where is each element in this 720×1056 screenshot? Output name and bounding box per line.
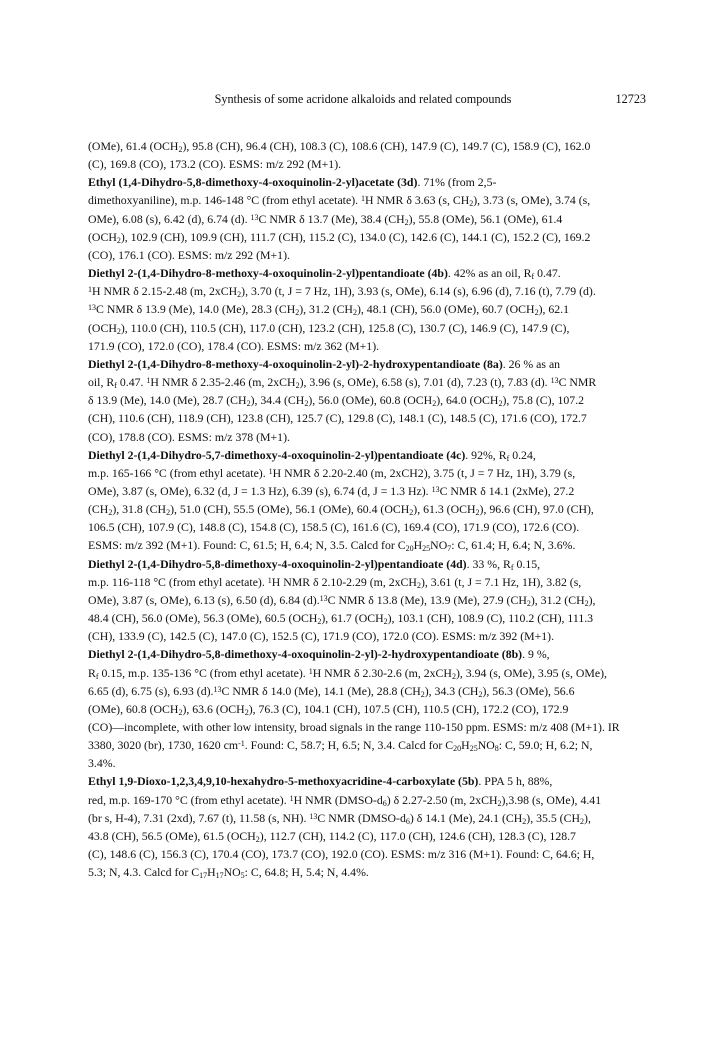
text-line: OMe), 6.08 (s), 6.42 (d), 6.74 (d). $^{13}$C NMR δ 13.7 (Me), 38.4 $(CH_2)$, 55.8 (OMe), 56.1 (OMe), 61.4 bbox=[88, 211, 563, 227]
text-line: (CO), 176.1 (CO). ESMS: m/z 292 (M+1). bbox=[88, 247, 290, 262]
text-line: $(OCH_2)$, 110.0 (CH), 110.5 (CH), 117.0 (CH), 123.2 (CH), 125.8 (C), 130.7 (C), 146.9 (C), 147.9 (C), bbox=[88, 320, 570, 336]
text-line: (OMe), 61.4 $(OCH_2)$, 95.8 (CH), 96.4 (CH), 108.3 (C), 108.6 (CH), 147.9 (C), 149.7 (C), 158.9 (C), 162.0 bbox=[88, 139, 591, 154]
compound-entry bbox=[88, 645, 648, 772]
text-line: OMe), 3.87 (s, OMe), 6.32 (d, J = 1.3 Hz), 6.39 (s), 6.74 (d, J = 1.3 Hz). $^{13}$C NMR δ 14.1 (2xMe), 27.2 bbox=[88, 483, 575, 498]
text-line: Diethyl 2-(1,4-Dihydro-8-methoxy-4-oxoquinolin-2-yl)-2-hydroxypentandioate (8a). 26 % as an bbox=[88, 356, 561, 371]
text-line: Diethyl 2-(1,4-Dihydro-5,7-dimethoxy-4-oxoquinolin-2-yl)pentandioate (4c). 92%, $R_f$ 0.24, bbox=[88, 447, 536, 463]
text-line: $^{13}$C NMR δ 13.9 (Me), 14.0 (Me), 28.3 $(CH_2)$, 31.2 $(CH_2)$, 48.1 (CH), 56.0 (OMe), 60.7 $(OCH_2)$, 62.1 bbox=[88, 302, 570, 318]
text-line: Diethyl 2-(1,4-Dihydro-5,8-dimethoxy-4-oxoquinolin-2-yl)pentandioate (4d). 33 %, $R_f$ 0.15, bbox=[88, 556, 541, 572]
compound-title: Diethyl 2-(1,4-Dihydro-5,8-dimethoxy-4-oxoquinolin-2-yl)pentandioate (4d) bbox=[88, 556, 467, 571]
text-line: (CO), 178.8 (CO). ESMS: m/z 378 (M+1). bbox=[88, 429, 290, 444]
compound-entry bbox=[88, 173, 648, 264]
text-line: red, m.p. 169-170 °C (from ethyl acetate). $^1$H NMR $(DMSO-d_6)$ δ 2.27-2.50 (m, 2xCH$_2$),3.98 (s, OMe), 4.41 bbox=[88, 792, 602, 808]
text-line: δ 13.9 (Me), 14.0 (Me), 28.7 $(CH_2)$, 34.4 $(CH_2)$, 56.0 (OMe), 60.8 $(OCH_2)$, 64.0 $(OCH_2)$, 75.8 (C), 107.2 bbox=[88, 393, 585, 409]
compound-title: Diethyl 2-(1,4-Dihydro-5,7-dimethoxy-4-oxoquinolin-2-yl)pentandioate (4c) bbox=[88, 447, 466, 462]
text-line: 43.8 (CH), 56.5 (OMe), 61.5 $(OCH_2)$, 112.7 (CH), 114.2 (C), 117.0 (CH), 124.6 (CH), 128.3 (C), 128.7 bbox=[88, 828, 576, 844]
text-line: 6.65 (d), 6.75 (s), 6.93 (d).$^{13}$C NMR δ 14.0 (Me), 14.1 (Me), 28.8 $(CH_2)$, 34.3 $(CH_2)$, 56.3 (OMe), 56.6 bbox=[88, 683, 575, 699]
text-line: $R_f$ 0.15, m.p. 135-136 °C (from ethyl acetate). $^1$H NMR δ 2.30-2.6 (m, 2xCH$_2$), 3.94 (s, OMe), 3.95 (s, OMe), bbox=[88, 665, 607, 681]
text-line: $^1$H NMR δ 2.15-2.48 (m, 2xCH$_2$), 3.70 (t, J = 7 Hz, 1H), 3.93 (s, OMe), 6.14 (s), 6.96 (d), 7.16 (t), 7.79 (d). bbox=[88, 284, 596, 300]
text-line: (OMe), 60.8 $(OCH_2)$, 63.6 $(OCH_2)$, 76.3 (C), 104.1 (CH), 107.5 (CH), 110.5 (CH), 172.2 (CO), 172.9 bbox=[88, 701, 569, 717]
text-line: $(CH_2)$, 31.8 $(CH_2)$, 51.0 (CH), 55.5 (OMe), 56.1 (OMe), 60.4 $(OCH_2)$, 61.3 $(OCH_2)$, 96.6 (CH), 97.0 (CH), bbox=[88, 502, 594, 518]
text-line: Ethyl (1,4-Dihydro-5,8-dimethoxy-4-oxoquinolin-2-yl)acetate (3d). 71% (from 2,5- bbox=[88, 175, 497, 190]
text-line: 3380, 3020 (br), 1730, 1620 $cm^{-1}$. Found: C, 58.7; H, 6.5; N, 3.4. Calcd for $C_{20}H_{25}NO_8$: C, 59.0; H, 6.2; N, bbox=[88, 738, 593, 754]
compound-entry bbox=[88, 446, 648, 555]
text-line: OMe), 3.87 (s, OMe), 6.13 (s), 6.50 (d), 6.84 (d).$^{13}$C NMR δ 13.8 (Me), 13.9 (Me), 27.9 $(CH_2)$, 31.2 $(CH_2)$, bbox=[88, 592, 596, 608]
text-line: (C), 169.8 (CO), 173.2 (CO). ESMS: m/z 292 (M+1). bbox=[88, 157, 342, 172]
compound-title: Diethyl 2-(1,4-Dihydro-5,8-dimethoxy-4-oxoquinolin-2-yl)-2-hydroxypentandioate (8b) bbox=[88, 647, 523, 662]
text-line: ESMS: m/z 392 (M+1). Found: C, 61.5; H, 6.4; N, 3.5. Calcd for $C_{20}H_{25}NO_7$: C, 61.4; H, 6.4; N, 3.6%. bbox=[88, 538, 576, 554]
compound-title: Diethyl 2-(1,4-Dihydro-8-methoxy-4-oxoquinolin-2-yl)pentandioate (4b) bbox=[88, 266, 448, 281]
compound-entry bbox=[88, 555, 648, 646]
text-line: (CO)—incomplete, with other low intensity, broad signals in the range 110-150 ppm. ESMS: m/z 408 (M+1). IR bbox=[88, 720, 620, 734]
text-line: m.p. 165-166 °C (from ethyl acetate). $^1$H NMR δ 2.20-2.40 (m, 2xCH2), 3.75 (t, J = 7 Hz, 1H), 3.79 (s, bbox=[88, 465, 576, 480]
text-line: (CH), 110.6 (CH), 118.9 (CH), 123.8 (CH), 125.7 (C), 129.8 (C), 148.1 (C), 148.5 (C), 171.6 (CO), 172.7 bbox=[88, 411, 587, 426]
text-line: Ethyl 1,9-Dioxo-1,2,3,4,9,10-hexahydro-5-methoxyacridine-4-carboxylate (5b). PPA 5 h, 88%, bbox=[88, 774, 553, 789]
page-number: 12723 bbox=[615, 92, 646, 106]
text-line: $(OCH_2)$, 102.9 (CH), 109.9 (CH), 111.7 (CH), 115.2 (C), 134.0 (C), 142.6 (C), 144.1 (C), 152.2 (C), 169.2 bbox=[88, 229, 591, 245]
page-header bbox=[80, 92, 646, 110]
text-line: Diethyl 2-(1,4-Dihydro-8-methoxy-4-oxoquinolin-2-yl)pentandioate (4b). 42% as an oil, $R_f$ 0.47. bbox=[88, 266, 561, 282]
text-line: (br s, H-4), 7.31 (2xd), 7.67 (t), 11.58 (s, NH). $^{13}$C NMR $(DMSO-d_6)$ δ 14.1 (Me), 24.1 $(CH_2)$, 35.5 $(CH_2)$, bbox=[88, 810, 591, 826]
compound-entry bbox=[88, 137, 648, 173]
text-line: 3.4%. bbox=[88, 756, 116, 771]
text-line: oil, $R_f$ 0.47. $^1$H NMR δ 2.35-2.46 (m, 2xCH$_2$), 3.96 (s, OMe), 6.58 (s), 7.01 (d), 7.23 (t), 7.83 (d). $^{13}$C NMR bbox=[88, 375, 597, 391]
text-line: (CH), 133.9 (C), 142.5 (C), 147.0 (C), 152.5 (C), 171.9 (CO), 172.0 (CO). ESMS: m/z 392 (M+1). bbox=[88, 629, 555, 644]
text-line: 5.3; N, 4.3. Calcd for $C_{17}H_{17}NO_5$: C, 64.8; H, 5.4; N, 4.4%. bbox=[88, 865, 369, 881]
compound-title: Ethyl 1,9-Dioxo-1,2,3,4,9,10-hexahydro-5-methoxyacridine-4-carboxylate (5b) bbox=[88, 774, 479, 789]
text-line: dimethoxyaniline), m.p. 146-148 °C (from ethyl acetate). $^1$H NMR δ 3.63 (s, $CH_2$), 3.73 (s, OMe), 3.74 (s, bbox=[88, 193, 591, 209]
compound-title: Ethyl (1,4-Dihydro-5,8-dimethoxy-4-oxoquinolin-2-yl)acetate (3d) bbox=[88, 175, 418, 190]
compound-entry bbox=[88, 772, 648, 881]
text-line: Diethyl 2-(1,4-Dihydro-5,8-dimethoxy-4-oxoquinolin-2-yl)-2-hydroxypentandioate (8b). 9 %, bbox=[88, 647, 550, 662]
running-title: Synthesis of some acridone alkaloids and related compounds bbox=[214, 92, 512, 106]
text-line: 171.9 (CO), 172.0 (CO), 178.4 (CO). ESMS: m/z 362 (M+1). bbox=[88, 338, 380, 353]
text-line: 48.4 (CH), 56.0 (OMe), 56.3 (OMe), 60.5 $(OCH_2)$, 61.7 $(OCH_2)$, 103.1 (CH), 108.9 (C), 110.2 (CH), 111.3 bbox=[88, 611, 594, 627]
compound-title: Diethyl 2-(1,4-Dihydro-8-methoxy-4-oxoquinolin-2-yl)-2-hydroxypentandioate (8a) bbox=[88, 356, 503, 371]
compound-entry bbox=[88, 264, 648, 355]
experimental-section bbox=[88, 137, 648, 881]
text-line: m.p. 116-118 °C (from ethyl acetate). $^1$H NMR δ 2.10-2.29 (m, 2xCH$_2$), 3.61 (t, J = 7.1 Hz, 1H), 3.82 (s, bbox=[88, 574, 582, 590]
compound-entry bbox=[88, 355, 648, 446]
text-line: (C), 148.6 (C), 156.3 (C), 170.4 (CO), 173.7 (CO), 192.0 (CO). ESMS: m/z 316 (M+1). Found: C, 64.6; H, bbox=[88, 847, 595, 862]
text-line: 106.5 (CH), 107.9 (C), 148.8 (C), 154.8 (C), 158.5 (C), 161.6 (C), 169.4 (CO), 171.9 (CO), 172.6 (CO). bbox=[88, 520, 580, 535]
